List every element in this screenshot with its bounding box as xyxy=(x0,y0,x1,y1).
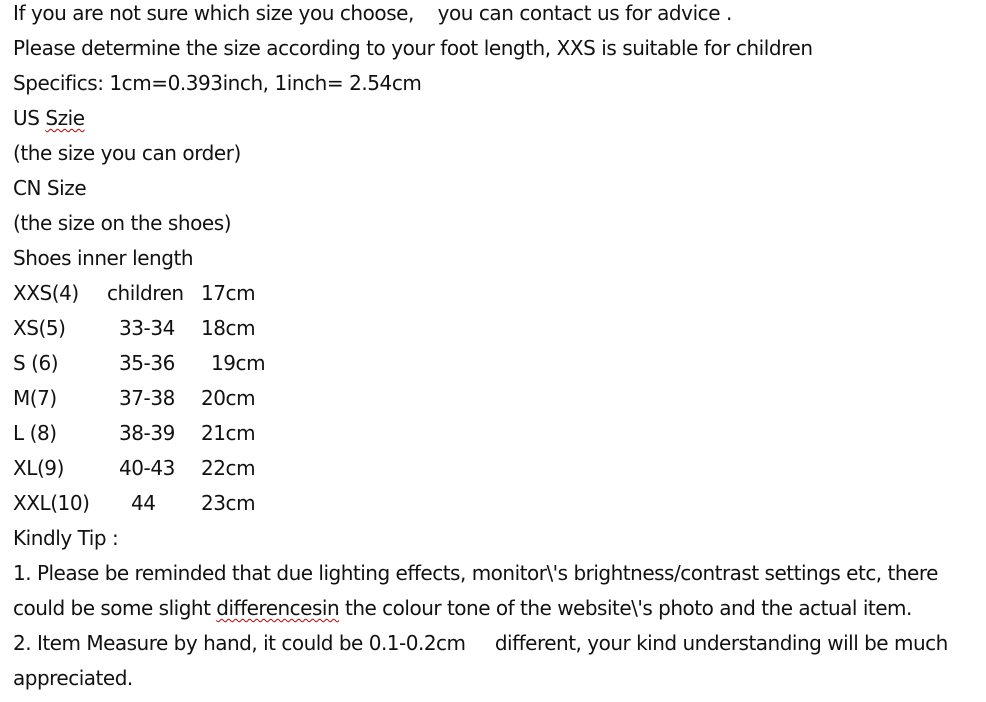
header-us-size xyxy=(13,105,973,140)
size-guide-document xyxy=(13,0,973,700)
us-size-cell: XL(9) xyxy=(13,456,64,480)
cn-size-cell: children xyxy=(107,281,184,305)
cn-size-cell: 44 xyxy=(131,491,156,515)
header-cn-size: CN Size xyxy=(13,176,87,200)
us-size-cell: L (8) xyxy=(13,421,57,445)
table-row xyxy=(13,315,973,350)
header-inner-length: Shoes inner length xyxy=(13,246,194,270)
table-row xyxy=(13,385,973,420)
table-row xyxy=(13,280,973,315)
cn-size-cell: 35-36 xyxy=(119,351,175,375)
tip2-line2: appreciated. xyxy=(13,666,133,690)
intro-line-foot-length: Please determine the size according to your foot length, XXS is suitable for children xyxy=(13,36,813,60)
table-row xyxy=(13,350,973,385)
tip1-line1: 1. Please be reminded that due lighting effects, monitor\'s brightness/contrast settings etc, there xyxy=(13,561,938,585)
length-cell: 22cm xyxy=(201,456,256,480)
table-row xyxy=(13,420,973,455)
length-cell: 20cm xyxy=(201,386,256,410)
us-size-cell: XXS(4) xyxy=(13,281,79,305)
tip1-line2-post: the colour tone of the website\'s photo and the actual item. xyxy=(339,596,912,620)
tip1-line2 xyxy=(13,595,973,630)
length-cell: 18cm xyxy=(201,316,256,340)
header-cn-note: (the size on the shoes) xyxy=(13,211,232,235)
length-cell: 21cm xyxy=(201,421,256,445)
size-table xyxy=(13,280,973,525)
table-row xyxy=(13,490,973,525)
table-row xyxy=(13,455,973,490)
cn-size-cell: 38-39 xyxy=(119,421,175,445)
length-cell: 19cm xyxy=(211,351,266,375)
us-size-cell: S (6) xyxy=(13,351,59,375)
length-cell: 23cm xyxy=(201,491,256,515)
length-cell: 17cm xyxy=(201,281,256,305)
us-size-cell: XS(5) xyxy=(13,316,66,340)
us-size-cell: M(7) xyxy=(13,386,57,410)
cn-size-cell: 37-38 xyxy=(119,386,175,410)
tips-heading: Kindly Tip : xyxy=(13,526,119,550)
header-us-note: (the size you can order) xyxy=(13,141,241,165)
tip1-line2-pre: could be some slight xyxy=(13,596,217,620)
tip1-line2-word: differencesin xyxy=(216,596,340,620)
cn-size-cell: 40-43 xyxy=(119,456,175,480)
header-us-word: Szie xyxy=(45,106,85,130)
intro-line-advice: If you are not sure which size you choose, you can contact us for advice . xyxy=(13,1,732,25)
cn-size-cell: 33-34 xyxy=(119,316,175,340)
intro-line-specifics: Specifics: 1cm=0.393inch, 1inch= 2.54cm xyxy=(13,71,422,95)
tip2-line1: 2. Item Measure by hand, it could be 0.1-0.2cm different, your kind understanding will be much xyxy=(13,631,948,655)
header-us-prefix: US xyxy=(13,106,46,130)
us-size-cell: XXL(10) xyxy=(13,491,90,515)
